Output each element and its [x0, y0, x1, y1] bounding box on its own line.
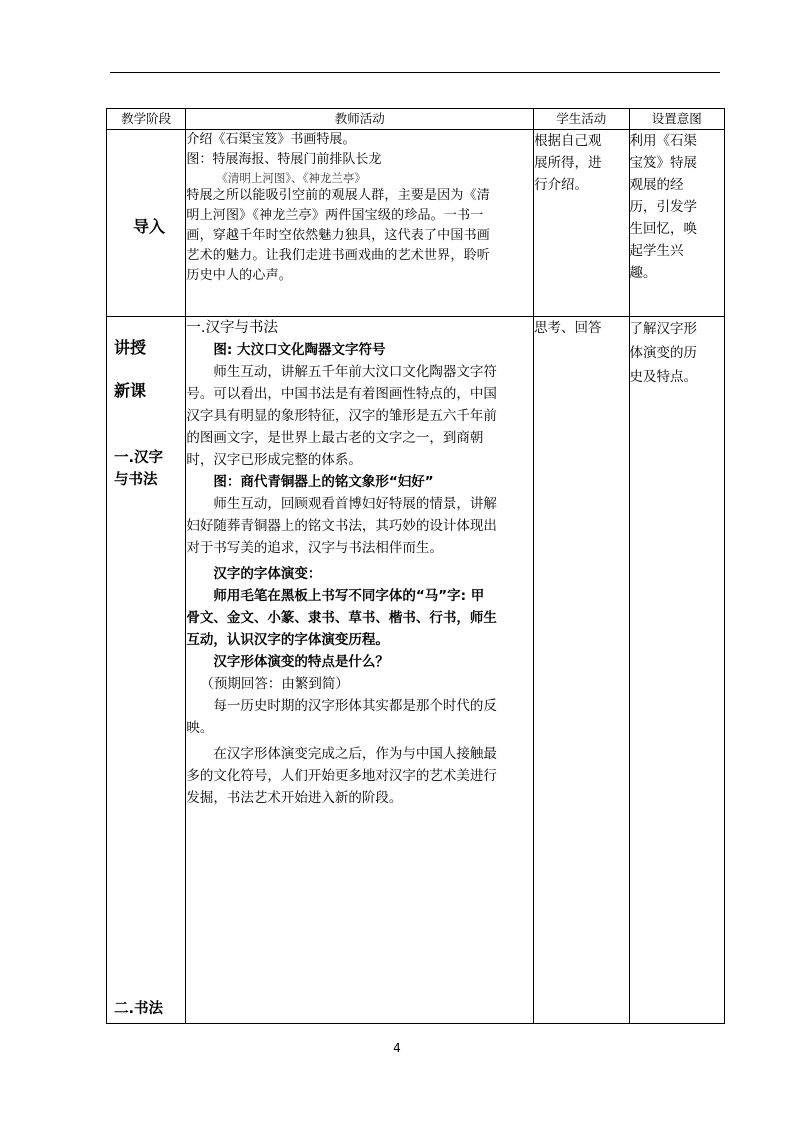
intro-purpose-line: 利用《石渠: [629, 133, 698, 149]
intro-student-line: 根据自己观: [534, 133, 602, 149]
subheading-question: 汉字形体演变的特点是什么？: [213, 654, 389, 670]
section-one-line: 与书法: [114, 472, 158, 488]
header-teacher: 教师活动: [186, 109, 534, 130]
intro-purpose-line: 观展的经: [629, 177, 684, 193]
table-row-new-lesson: [107, 317, 725, 1024]
body-line: 师生互动，讲解五千年前大汶口文化陶器文字符: [213, 364, 497, 380]
section-one-line: 一.汉字: [114, 450, 164, 466]
figure-label-2: 图：商代青铜器上的铭文象形“妇好”: [213, 474, 434, 490]
intro-purpose-line: 起学生兴: [629, 243, 684, 259]
lesson-plan-table: [106, 108, 725, 1024]
new-stage-cell: [107, 317, 186, 1024]
header-student: 学生活动: [534, 109, 629, 130]
table-header-row: [107, 109, 725, 130]
table-row-intro: [107, 130, 725, 317]
new-purpose-line: 了解汉字形: [629, 321, 698, 337]
page-number: 4: [393, 1041, 401, 1055]
expected-answer: （预期回答：由繁到简）: [200, 676, 349, 692]
section-heading: 一.汉字与书法: [186, 320, 278, 336]
intro-purpose-line: 趣。: [629, 265, 657, 281]
body-line: 时，汉字已形成完整的体系。: [186, 452, 362, 468]
intro-purpose-cell: [629, 130, 724, 317]
new-purpose-cell: [629, 317, 724, 1024]
header-stage: 教学阶段: [107, 109, 186, 130]
body-line: 妇好随葬青铜器上的铭文书法，其巧妙的设计体现出: [186, 518, 497, 534]
intro-purpose-line: 生回忆，唤: [629, 221, 698, 237]
intro-caption: 《清明上河图》、《神龙兰亭》: [216, 171, 366, 185]
intro-para-line: 历史中人的心声。: [186, 268, 292, 283]
intro-student-line: 行介绍。: [534, 177, 589, 193]
subheading-evolution: 汉字的字体演变：: [213, 566, 322, 582]
bold-line: 师用毛笔在黑板上书写不同字体的“马”字: 甲: [213, 588, 485, 604]
bold-line: 互动，认识汉字的字体演变历程。: [186, 632, 389, 648]
intro-stage-cell: [107, 130, 186, 317]
body-line: 的图画文字，是世界上最古老的文字之一，到商朝: [186, 430, 484, 446]
body-line: 号。可以看出，中国书法是有着图画性特点的，中国: [186, 386, 497, 402]
body-line: 对于书写美的追求，汉字与书法相伴而生。: [186, 540, 443, 556]
bold-line: 骨文、金文、小篆、隶书、草书、楷书、行书，师生: [186, 610, 497, 626]
intro-teacher-cell: [186, 130, 534, 317]
intro-para-line: 特展之所以能吸引空前的观展人群，主要是因为《清: [186, 188, 490, 203]
body-line: 多的文化符号，人们开始更多地对汉字的艺术美进行: [186, 768, 497, 784]
intro-student-line: 展所得，进: [534, 155, 602, 171]
header-purpose: 设置意图: [629, 109, 724, 130]
body-line: 在汉字形体演变完成之后，作为与中国人接触最: [213, 746, 497, 762]
body-line: 映。: [186, 720, 214, 736]
body-line: 每一历史时期的汉字形体其实都是那个时代的反: [213, 698, 497, 714]
new-teacher-cell: [186, 317, 534, 1024]
intro-student-cell: [534, 130, 629, 317]
intro-line-2: 图：特展海报、特展门前排队长龙: [186, 152, 382, 167]
new-purpose-line: 体演变的历: [629, 345, 698, 361]
figure-label-1: 图: 大汶口文化陶器文字符号: [213, 342, 386, 358]
new-student-text: 思考、回答: [534, 320, 602, 336]
intro-purpose-line: 历，引发学: [629, 199, 698, 215]
new-stage-section-one: [114, 447, 178, 491]
intro-para-line: 艺术的魅力。让我们走进书画戏曲的艺术世界，聆听: [186, 248, 490, 263]
intro-purpose-line: 宝笈》特展: [629, 155, 698, 171]
intro-para-line: 明上河图》《神龙兰亭》两件国宝级的珍品。一书一: [186, 208, 484, 223]
body-line: 汉字具有明显的象形特征，汉字的雏形是五六千年前: [186, 408, 497, 424]
intro-para-line: 画，穿越千年时空依然魅力独具，这代表了中国书画: [186, 228, 490, 243]
new-stage-section-two: 二.书法: [114, 1001, 164, 1017]
new-stage-label-a: 讲授: [114, 338, 147, 357]
header-rule: [110, 72, 720, 73]
body-line: 发掘，书法艺术开始进入新的阶段。: [186, 790, 403, 806]
intro-stage-label: 导入: [133, 217, 166, 236]
new-student-cell: [534, 317, 629, 1024]
intro-line-1: 介绍《石渠宝笈》书画特展。: [186, 132, 356, 147]
body-line: 师生互动，回顾观看首博妇好特展的情景，讲解: [213, 496, 497, 512]
new-purpose-line: 史及特点。: [629, 369, 698, 385]
new-stage-label-b: 新课: [114, 381, 147, 400]
